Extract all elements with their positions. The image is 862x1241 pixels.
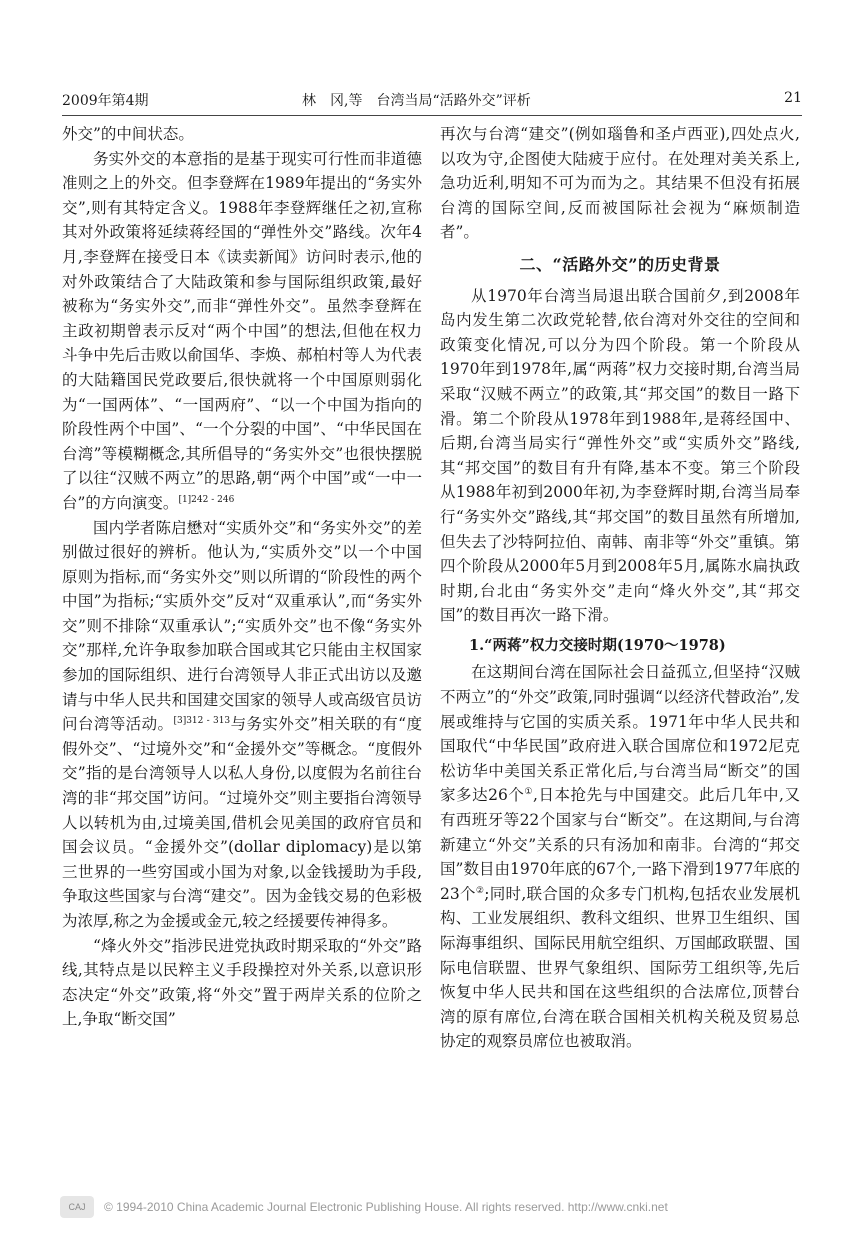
citation-ref: [3]312 - 313 [173,716,231,727]
paragraph: “烽火外交”指涉民进党执政时期采取的“外交”路线,其特点是以民粹主义手段操控对外关系,以意识形态决定“外交”政策,将“外交”置于两岸关系的位阶之上,争取“断交国” [62,936,422,1029]
paragraph-text: 与务实外交”相关联的有“度假外交”、“过境外交”和“金援外交”等概念。“度假外交”指的是台湾领导人以私人身份,以度假为名前往台湾的非“邦交国”访问。“过境外交”则主要指台湾领导人以转机为由,过境美国,借机会见美国的政府官员和国会议员。“金援外交”(dollar diplomacy)是以第三世界的一些穷国或小国为对象,以金钱援助为手段,争取这些国家与台湾“建交”。因为金钱交易的色彩极为浓厚,称之为金援或金元,较之经援要传神得多。 [62,715,422,930]
paragraph-text: 在这期间台湾在国际社会日益孤立,但坚持“汉贼不两立”的“外交”政策,同时强调“以经济代替政治”,发展或维持与它国的实质关系。1971年中华人民共和国取代“中华民国”政府进入联合国席位和1972尼克松访华中美国关系正常化后,与台湾当局“断交”的国家多达26个 [440,663,800,805]
paragraph: 从1970年台湾当局退出联合国前夕,到2008年岛内发生第二次政党轮替,依台湾对外交往的空间和政策变化情况,可以分为四个阶段。第一个阶段从1970年到1978年,属“两蒋”权力交接时期,台湾当局采取“汉贼不两立”的政策,其“邦交国”的数目一路下滑。第二个阶段从1978年到1988年,是蒋经国中、后期,台湾当局实行“弹性外交”或“实质外交”路线,其“邦交国”的数目有升有降,基本不变。第三个阶段从1988年初到2000年初,为李登辉时期,台湾当局奉行“务实外交”路线,其“邦交国”的数目虽然有所增加,但失去了沙特阿拉伯、南韩、南非等“外交”重镇。第四个阶段从2000年5月到2008年5月,属陈水扁执政时期,台北由“务实外交”走向“烽火外交”,其“邦交国”的数目再次一路下滑。 [440,286,800,625]
footnote-marker: ① [524,787,534,798]
paragraph-text: 务实外交的本意指的是基于现实可行性而非道德准则之上的外交。但李登辉在1989年提出的“务实外交”,则有其特定含义。1988年李登辉继任之初,宣称其对外政策将延续蒋经国的“弹性外交”路线。次年4月,李登辉在接受日本《读卖新闻》访问时表示,他的对外政策结合了大陆政策和参与国际组织政策,最好被称为“务实外交”,而非“弹性外交”。虽然李登辉在主政初期曾表示反对“两个中国”的想法,但他在权力斗争中先后击败以俞国华、李焕、郝柏村等人为代表的大陆籍国民党政要后,很快就将一个中国原则弱化为“一国两体”、“一国两府”、“以一个中国为指向的阶段性两个中国”、“一个分裂的中国”、“中华民国在台湾”等模糊概念,其所倡导的“务实外交”也很快摆脱了以往“汉贼不两立”的思路,朝“两个中国”或“一中一台”的方向演变。 [62,149,422,512]
paragraph [62,147,422,516]
page-number: 21 [784,90,802,106]
paragraph: 再次与台湾“建交”(例如瑙鲁和圣卢西亚),四处点火,以攻为守,企图使大陆疲于应付。在处理对美关系上,急功近利,明知不可为而为之。其结果不但没有拓展台湾的国际空间,反而被国际社会视为“麻烦制造者”。 [440,125,800,242]
left-column [62,122,422,1032]
subsection-heading: 1.“两蒋”权力交接时期(1970～1978) [469,636,726,654]
header-rule [62,115,802,116]
paragraph-text: 国内学者陈启懋对“实质外交”和“务实外交”的差别做过很好的辨析。他认为,“实质外交”以一个中国原则为指标,而“务实外交”则以所谓的“阶段性的两个中国”为指标;“实质外交”反对“双重承认”,而“务实外交”则不排除“双重承认”;“实质外交”也不像“务实外交”那样,允许争取参加联合国或其它只能由主权国家参加的国际组织、进行台湾领导人非正式出访以及邀请与中华人民共和国建交国家的领导人或高级官员访问台湾等活动。 [62,518,422,734]
paragraph-text: ,日本抢先与中国建交。此后几年中,又有西班牙等22个国家与台“断交”。在这期间,与台湾新建立“外交”关系的只有汤加和南非。台湾的“邦交国”数目由1970年底的67个,一路下滑到1977年底的23个 [440,786,800,903]
paragraph [440,660,800,1054]
paragraph [62,516,422,934]
citation-ref: [1]242 - 246 [178,494,235,505]
copyright-notice: © 1994-2010 China Academic Journal Electronic Publishing House. All rights reserved. http://www.cnki.net [104,1200,668,1214]
publisher-logo-icon: CAJ [60,1196,94,1218]
paragraph: 外交”的中间状态。 [62,125,194,143]
section-heading: 二、“活路外交”的历史背景 [519,254,721,274]
footnote-marker: ② [475,885,485,896]
paragraph-text: ;同时,联合国的众多专门机构,包括农业发展机构、工业发展组织、教科文组织、世界卫生组织、国际海事组织、国际民用航空组织、万国邮政联盟、国际电信联盟、世界气象组织、国际劳工组织等,先后恢复中华人民共和国在这些组织的合法席位,顶替台湾的原有席位,台湾在联合国相关机构关税及贸易总协定的观察员席位也被取消。 [440,884,801,1051]
journal-issue: 2009年第4期 [62,93,149,109]
right-column [440,122,800,1054]
article-running-title: 林 冈,等 台湾当局“活路外交”评析 [302,93,531,109]
page-footer [60,1196,802,1220]
running-header [62,90,802,110]
